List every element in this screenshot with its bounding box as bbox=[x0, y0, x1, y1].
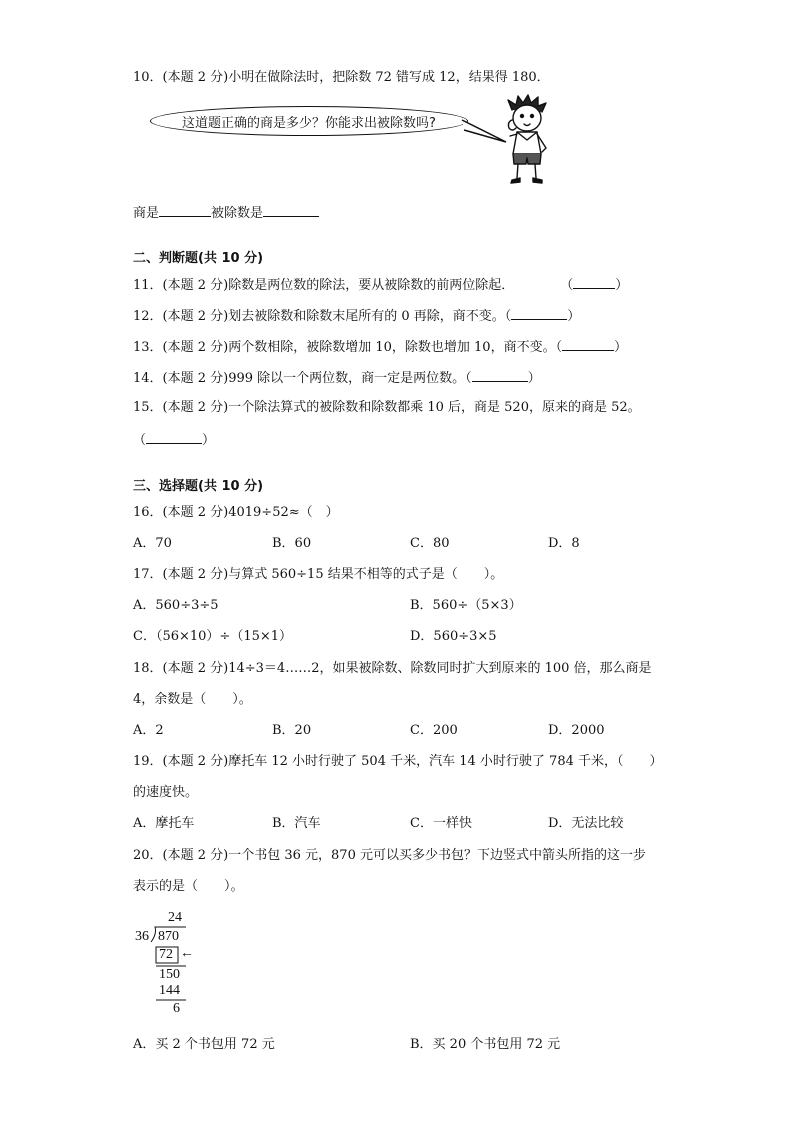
quotient-label: 商是 bbox=[133, 206, 160, 221]
judge-item-14 bbox=[133, 368, 541, 388]
judge-item-12 bbox=[133, 306, 580, 326]
dividend-label: 被除数是 bbox=[211, 206, 264, 221]
judge-item-text: 12．(本题 2 分)划去被除数和除数末尾所有的 0 再除，商不变。 bbox=[133, 309, 505, 324]
ld-remainder2: 6 bbox=[173, 1001, 180, 1016]
q19-stem-line1: 19．(本题 2 分)摩托车 12 小时行驶了 504 千米，汽车 14 小时行驶了 784 千米，（ ） bbox=[133, 754, 663, 769]
q18-option-d[interactable]: D．2000 bbox=[548, 723, 605, 738]
paren-open: （ bbox=[555, 340, 563, 355]
judge-item-15: 15．(本题 2 分)一个除法算式的被除数和除数都乘 10 后，商是 520，原来的商是 52。 bbox=[133, 400, 641, 415]
paren-close: ） bbox=[527, 371, 541, 386]
paren-open: （ bbox=[465, 371, 472, 386]
q18-stem-line2: 4，余数是（ ）。 bbox=[133, 692, 252, 707]
judge-item-text: 13．(本题 2 分)两个数相除，被除数增加 10，除数也增加 10，商不变。 bbox=[133, 340, 556, 355]
q16-option-c[interactable]: C．80 bbox=[410, 536, 450, 551]
paren-open: （ bbox=[504, 309, 512, 324]
q16-option-d[interactable]: D．8 bbox=[548, 536, 580, 551]
q18-stem-line1: 18．(本题 2 分)14÷3＝4……2，如果被除数、除数同时扩大到原来的 100 倍，那么商是 bbox=[133, 661, 652, 676]
q16-option-b[interactable]: B．60 bbox=[272, 536, 312, 551]
quotient-blank[interactable] bbox=[159, 203, 211, 217]
judge-answer-blank[interactable] bbox=[472, 368, 528, 382]
paren-close: ） bbox=[614, 340, 628, 355]
q10-stem: 10．(本题 2 分)小明在做除法时，把除数 72 错写成 12，结果得 180． bbox=[133, 70, 550, 85]
q16-option-a[interactable]: A．70 bbox=[133, 536, 172, 551]
q19-option-a[interactable]: A．摩托车 bbox=[133, 816, 195, 831]
q17-option-d[interactable]: D．560÷3×5 bbox=[410, 629, 497, 644]
q10-answer-line bbox=[133, 203, 319, 223]
section-judge-title: 二、判断题(共 10 分) bbox=[133, 251, 264, 266]
boy-illustration-icon bbox=[498, 92, 558, 188]
q17-option-c[interactable]: C．（56×10）÷（15×1） bbox=[133, 629, 293, 644]
paren-open: （ bbox=[560, 278, 574, 293]
q17-option-b[interactable]: B．560÷（5×3） bbox=[410, 598, 522, 613]
q18-option-a[interactable]: A．2 bbox=[133, 723, 164, 738]
q19-option-b[interactable]: B．汽车 bbox=[272, 816, 321, 831]
paren-open: （ bbox=[133, 433, 147, 448]
q19-option-c[interactable]: C．一样快 bbox=[410, 816, 472, 831]
judge-answer-blank[interactable] bbox=[146, 430, 202, 444]
q16-stem: 16．(本题 2 分)4019÷52≈（ ） bbox=[133, 505, 339, 520]
ld-arrow-icon: ← bbox=[180, 946, 194, 961]
speech-bubble bbox=[150, 106, 468, 136]
judge-item-text: 14．(本题 2 分)999 除以一个两位数，商一定是两位数。 bbox=[133, 371, 466, 386]
q19-option-d[interactable]: D．无法比较 bbox=[548, 816, 624, 831]
q18-option-c[interactable]: C．200 bbox=[410, 723, 458, 738]
q17-option-a[interactable]: A．560÷3÷5 bbox=[133, 598, 219, 613]
ld-quotient: 24 bbox=[168, 910, 182, 925]
paren-close: ） bbox=[615, 278, 629, 293]
judge-item-11 bbox=[133, 275, 628, 295]
judge-answer-blank[interactable] bbox=[511, 306, 567, 320]
ld-step1: 72 bbox=[159, 947, 173, 962]
judge-answer-blank[interactable] bbox=[562, 337, 614, 351]
ld-step2: 144 bbox=[159, 983, 180, 998]
paren-close: ） bbox=[202, 433, 216, 448]
q20-option-b[interactable]: B．买 20 个书包用 72 元 bbox=[410, 1037, 561, 1052]
ld-remainder1: 150 bbox=[159, 967, 180, 982]
q20-stem-line2: 表示的是（ ）。 bbox=[133, 879, 244, 894]
judge-item-13 bbox=[133, 337, 627, 357]
q17-stem: 17．(本题 2 分)与算式 560÷15 结果不相等的式子是（ ）。 bbox=[133, 567, 504, 582]
paren-close: ） bbox=[567, 309, 581, 324]
q18-option-b[interactable]: B．20 bbox=[272, 723, 312, 738]
judge-item-text: 11．(本题 2 分)除数是两位数的除法，要从被除数的前两位除起． bbox=[133, 278, 515, 293]
q20-option-a[interactable]: A．买 2 个书包用 72 元 bbox=[133, 1037, 275, 1052]
judge-answer-blank[interactable] bbox=[573, 275, 615, 289]
q20-stem-line1: 20．(本题 2 分)一个书包 36 元，870 元可以买多少书包？下边竖式中箭头所指的这一步 bbox=[133, 848, 646, 863]
dividend-blank[interactable] bbox=[263, 203, 319, 217]
long-division-figure bbox=[130, 906, 220, 1026]
q19-stem-line2: 的速度快。 bbox=[133, 785, 199, 800]
speech-bubble-text: 这道题正确的商是多少？你能求出被除数吗? bbox=[182, 115, 436, 131]
ld-divisor: 36 bbox=[135, 929, 149, 944]
section-choice-title: 三、选择题(共 10 分) bbox=[133, 479, 264, 494]
ld-dividend: 870 bbox=[158, 929, 179, 944]
judge-item-15-answer bbox=[133, 430, 215, 450]
